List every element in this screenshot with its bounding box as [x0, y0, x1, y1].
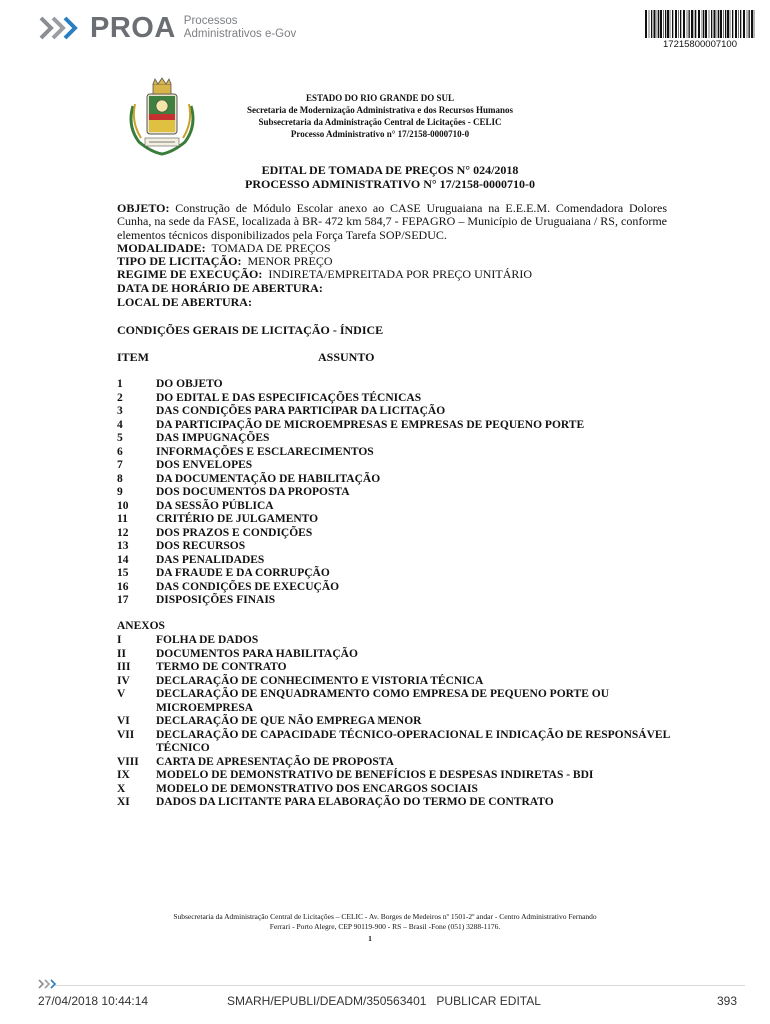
- index-list: [117, 378, 677, 608]
- barcode-bar: [730, 10, 731, 38]
- footer-address-line2: Ferrari - Porto Alegre, CEP 90119-900 - RS – Brasil -Fone (051) 3288-1176.: [269, 922, 501, 931]
- index-item-number: 10: [117, 499, 129, 512]
- tipo-label: TIPO DE LICITAÇÃO:: [117, 254, 242, 268]
- anexo-item: [117, 756, 677, 770]
- coat-of-arms-icon: [125, 76, 199, 156]
- footer-address-line1: Subsecretaria da Administração Central de Licitações – CELIC - Av. Borges de Medeiros nº 1501-2º andar - Centro Administrativo Fernando: [173, 912, 597, 921]
- barcode-bar: [649, 10, 650, 38]
- barcode-bar: [709, 10, 710, 38]
- index-item-text: DA SESSÃO PÚBLICA: [156, 499, 274, 512]
- index-item-text: DAS IMPUGNAÇÕES: [156, 432, 270, 444]
- index-item: [117, 392, 677, 406]
- footer-timestamp: 27/04/2018 10:44:14: [38, 994, 149, 1008]
- anexo-item: [117, 634, 677, 648]
- barcode-bar: [727, 10, 729, 38]
- proa-small-chevrons-icon: [38, 979, 58, 989]
- anexo-item: [117, 769, 677, 783]
- anexo-item-number: VII: [117, 728, 135, 741]
- anexo-item-text: DECLARAÇÃO DE QUE NÃO EMPREGA MENOR: [156, 715, 422, 727]
- index-item-text: DA FRAUDE E DA CORRUPÇÃO: [156, 567, 330, 579]
- barcode-bar: [645, 10, 647, 38]
- barcode-bar: [703, 10, 704, 38]
- anexos-list: [117, 634, 677, 810]
- index-item: [117, 473, 677, 487]
- index-item-number: 5: [117, 432, 123, 444]
- page-number: 1: [368, 934, 372, 943]
- index-item: [117, 486, 677, 500]
- index-item: [117, 567, 677, 581]
- logo-word: PROA: [90, 11, 176, 44]
- chevrons-icon: [38, 15, 86, 41]
- logo-subtitle-line2: Administrativos e-Gov: [183, 28, 297, 40]
- index-item-number: 9: [117, 486, 123, 498]
- barcode-bar: [689, 10, 690, 38]
- barcode-bar: [705, 10, 707, 38]
- index-item: [117, 419, 677, 433]
- barcode-bar: [687, 10, 688, 38]
- anexo-item: [117, 715, 677, 729]
- barcode-bar: [658, 10, 659, 38]
- anexo-item-number: I: [117, 634, 122, 646]
- index-item-number: 8: [117, 472, 123, 485]
- index-item-number: 11: [117, 513, 128, 525]
- barcode-bar: [678, 10, 679, 38]
- barcode-bar: [691, 10, 693, 38]
- subsecretaria-line: Subsecretaria da Administração Central de Licitações - CELIC: [258, 117, 502, 127]
- barcode-bar: [695, 10, 696, 38]
- barcode-bar: [670, 10, 671, 38]
- index-item-text: DOS PRAZOS E CONDIÇÕES: [156, 526, 313, 539]
- processo-line: Processo Administrativo n° 17/2158-0000710-0: [290, 129, 470, 139]
- index-item-number: 1: [117, 378, 123, 390]
- barcode-bar: [714, 10, 716, 38]
- barcode-bar: [732, 10, 733, 38]
- barcode-bar: [680, 10, 681, 38]
- index-item-number: 2: [117, 391, 123, 404]
- index-col-item: ITEM: [117, 350, 150, 364]
- edital-title: EDITAL DE TOMADA DE PREÇOS N° 024/2018: [261, 163, 519, 177]
- barcode-bar: [683, 10, 685, 38]
- index-item: [117, 500, 677, 514]
- index-item-text: DAS CONDIÇÕES DE EXECUÇÃO: [156, 580, 340, 593]
- index-item: [117, 554, 677, 568]
- footer-reference: SMARH/EPUBLI/DEADM/350563401 PUBLICAR EDITAL: [227, 994, 541, 1008]
- index-item-text: DISPOSIÇÕES FINAIS: [156, 594, 276, 606]
- barcode-bar: [694, 10, 695, 38]
- index-item-number: 15: [117, 567, 129, 579]
- footer-address: [100, 912, 670, 932]
- barcode-bar: [725, 10, 726, 38]
- index-item-number: 7: [117, 459, 123, 471]
- anexo-item-text: MODELO DE DEMONSTRATIVO DOS ENCARGOS SOCIAIS: [156, 782, 478, 795]
- index-item: [117, 432, 677, 446]
- barcode-number: 17215800007100: [663, 39, 737, 50]
- barcode-icon: [644, 10, 756, 38]
- index-item: [117, 513, 677, 527]
- barcode-bar: [751, 10, 753, 38]
- barcode-bar: [698, 10, 700, 38]
- regime-row: [117, 268, 532, 281]
- anexo-item-text: CARTA DE APRESENTAÇÃO DE PROPOSTA: [156, 755, 394, 768]
- barcode-bar: [740, 10, 741, 38]
- index-item: [117, 540, 677, 554]
- modalidade-label: MODALIDADE:: [117, 241, 206, 255]
- barcode-bar: [667, 10, 669, 38]
- anexo-item-number: IX: [117, 769, 130, 781]
- modalidade-value: TOMADA DE PREÇOS: [205, 241, 331, 255]
- anexos-title: ANEXOS: [117, 620, 165, 632]
- barcode-bar: [717, 10, 718, 38]
- footer-document-page: 393: [716, 994, 737, 1008]
- barcode-bar: [754, 10, 755, 38]
- secretaria-line: Secretaria de Modernização Administrativa e dos Recursos Humanos: [246, 105, 514, 115]
- barcode-bar: [718, 10, 719, 38]
- anexo-item: [117, 688, 677, 715]
- anexo-item-number: II: [117, 647, 126, 660]
- index-item-number: 12: [117, 526, 129, 539]
- anexo-item-text: MODELO DE DEMONSTRATIVO DE BENEFÍCIOS E DESPESAS INDIRETAS - BDI: [156, 769, 594, 781]
- local-abertura-row: [117, 296, 252, 309]
- anexo-item-number: III: [117, 661, 131, 673]
- regime-label: REGIME DE EXECUÇÃO:: [117, 267, 263, 281]
- barcode-bar: [663, 10, 664, 38]
- index-item-text: INFORMAÇÕES E ESCLARECIMENTOS: [156, 445, 374, 458]
- state-line: ESTADO DO RIO GRANDE DO SUL: [305, 93, 455, 103]
- index-item-number: 3: [117, 405, 123, 417]
- index-item-text: DA DOCUMENTAÇÃO DE HABILITAÇÃO: [156, 472, 381, 485]
- index-item-text: DOS ENVELOPES: [156, 459, 253, 471]
- objeto-text: Construção de Módulo Escolar anexo ao CASE Uruguaiana na E.E.E.M. Comendadora Dolores Cunha, na sede da FASE, localizada à BR- 472 km 584,7 - FEPAGRO – Município de Uruguaiana / RS, conforme elementos técnicos disponibilizados pela Força Tarefa SOP/SEDUC.: [117, 201, 667, 242]
- index-item: [117, 527, 677, 541]
- barcode-bar: [735, 10, 737, 38]
- processo-title: PROCESSO ADMINISTRATIVO N° 17/2158-0000710-0: [244, 177, 536, 191]
- barcode-bar: [657, 10, 658, 38]
- anexo-item-text: FOLHA DE DADOS: [156, 634, 259, 646]
- anexo-item-number: XI: [117, 796, 130, 808]
- barcode-bar: [651, 10, 652, 38]
- index-item-number: 6: [117, 445, 123, 458]
- barcode-bar: [743, 10, 745, 38]
- anexo-item-text: DADOS DA LICITANTE PARA ELABORAÇÃO DO TERMO DE CONTRATO: [156, 796, 554, 808]
- data-abertura-label: DATA DE HORÁRIO DE ABERTURA:: [117, 281, 323, 295]
- barcode-bar: [702, 10, 703, 38]
- anexo-item-number: VI: [117, 715, 130, 727]
- index-item: [117, 405, 677, 419]
- barcode-bar: [660, 10, 662, 38]
- barcode: [644, 10, 756, 50]
- index-item: [117, 459, 677, 473]
- index-item-number: 13: [117, 540, 129, 552]
- index-item: [117, 378, 677, 392]
- logo-subtitle: [184, 15, 296, 41]
- index-item-text: DO EDITAL E DAS ESPECIFICAÇÕES TÉCNICAS: [156, 391, 422, 404]
- objeto-label: OBJETO:: [117, 201, 170, 215]
- proa-logo: [38, 12, 296, 44]
- anexo-item-text: DECLARAÇÃO DE CONHECIMENTO E VISTORIA TÉCNICA: [156, 674, 484, 687]
- tipo-value: MENOR PREÇO: [241, 254, 333, 268]
- index-item: [117, 594, 677, 608]
- regime-value: INDIRETA/EMPREITADA POR PREÇO UNITÁRIO: [262, 267, 533, 281]
- anexo-item: [117, 783, 677, 797]
- anexo-item: [117, 675, 677, 689]
- barcode-bar: [711, 10, 712, 38]
- index-item: [117, 581, 677, 595]
- barcode-bar: [723, 10, 724, 38]
- state-header: [200, 92, 560, 140]
- barcode-bar: [654, 10, 656, 38]
- anexo-item-number: IV: [117, 674, 130, 687]
- barcode-bar: [672, 10, 673, 38]
- barcode-bar: [747, 10, 748, 38]
- index-col-assunto: ASSUNTO: [318, 350, 375, 364]
- index-item-number: 16: [117, 580, 129, 593]
- index-item-number: 14: [117, 553, 129, 566]
- index-title: CONDIÇÕES GERAIS DE LICITAÇÃO - ÍNDICE: [117, 323, 384, 337]
- barcode-bar: [720, 10, 722, 38]
- anexo-item-number: X: [117, 782, 126, 795]
- index-item: [117, 446, 677, 460]
- anexo-item-text: DECLARAÇÃO DE ENQUADRAMENTO COMO EMPRESA DE PEQUENO PORTE OU MICROEMPRESA: [156, 688, 610, 714]
- anexo-item: [117, 661, 677, 675]
- anexo-item: [117, 729, 677, 756]
- index-item-text: CRITÉRIO DE JULGAMENTO: [156, 513, 319, 525]
- anexo-item: [117, 648, 677, 662]
- data-abertura-row: [117, 282, 323, 295]
- index-item-text: DAS PENALIDADES: [156, 553, 265, 566]
- anexo-item-text: DOCUMENTOS PARA HABILITAÇÃO: [156, 647, 358, 660]
- document-title: [100, 163, 680, 191]
- barcode-bar: [738, 10, 739, 38]
- objeto-paragraph: [117, 202, 667, 242]
- barcode-bar: [675, 10, 677, 38]
- index-item-number: 17: [117, 594, 129, 606]
- barcode-bar: [665, 10, 666, 38]
- index-item-text: DO OBJETO: [156, 378, 223, 390]
- index-item-text: DA PARTICIPAÇÃO DE MICROEMPRESAS E EMPRESAS DE PEQUENO PORTE: [156, 418, 585, 431]
- anexo-item: [117, 796, 677, 810]
- footer-divider: [55, 985, 745, 986]
- anexo-item-number: V: [117, 688, 126, 700]
- index-item-number: 4: [117, 418, 123, 431]
- anexo-item-number: VIII: [117, 755, 139, 768]
- index-item-text: DOS RECURSOS: [156, 540, 246, 552]
- local-abertura-label: LOCAL DE ABERTURA:: [117, 295, 252, 309]
- anexo-item-text: DECLARAÇÃO DE CAPACIDADE TÉCNICO-OPERACIONAL E INDICAÇÃO DE RESPONSÁVEL TÉCNICO: [156, 728, 670, 754]
- anexo-item-text: TERMO DE CONTRATO: [156, 661, 287, 673]
- barcode-bar: [749, 10, 750, 38]
- index-item-text: DAS CONDIÇÕES PARA PARTICIPAR DA LICITAÇÃO: [156, 405, 446, 417]
- index-item-text: DOS DOCUMENTOS DA PROPOSTA: [156, 486, 350, 498]
- logo-subtitle-line1: Processos: [183, 15, 238, 27]
